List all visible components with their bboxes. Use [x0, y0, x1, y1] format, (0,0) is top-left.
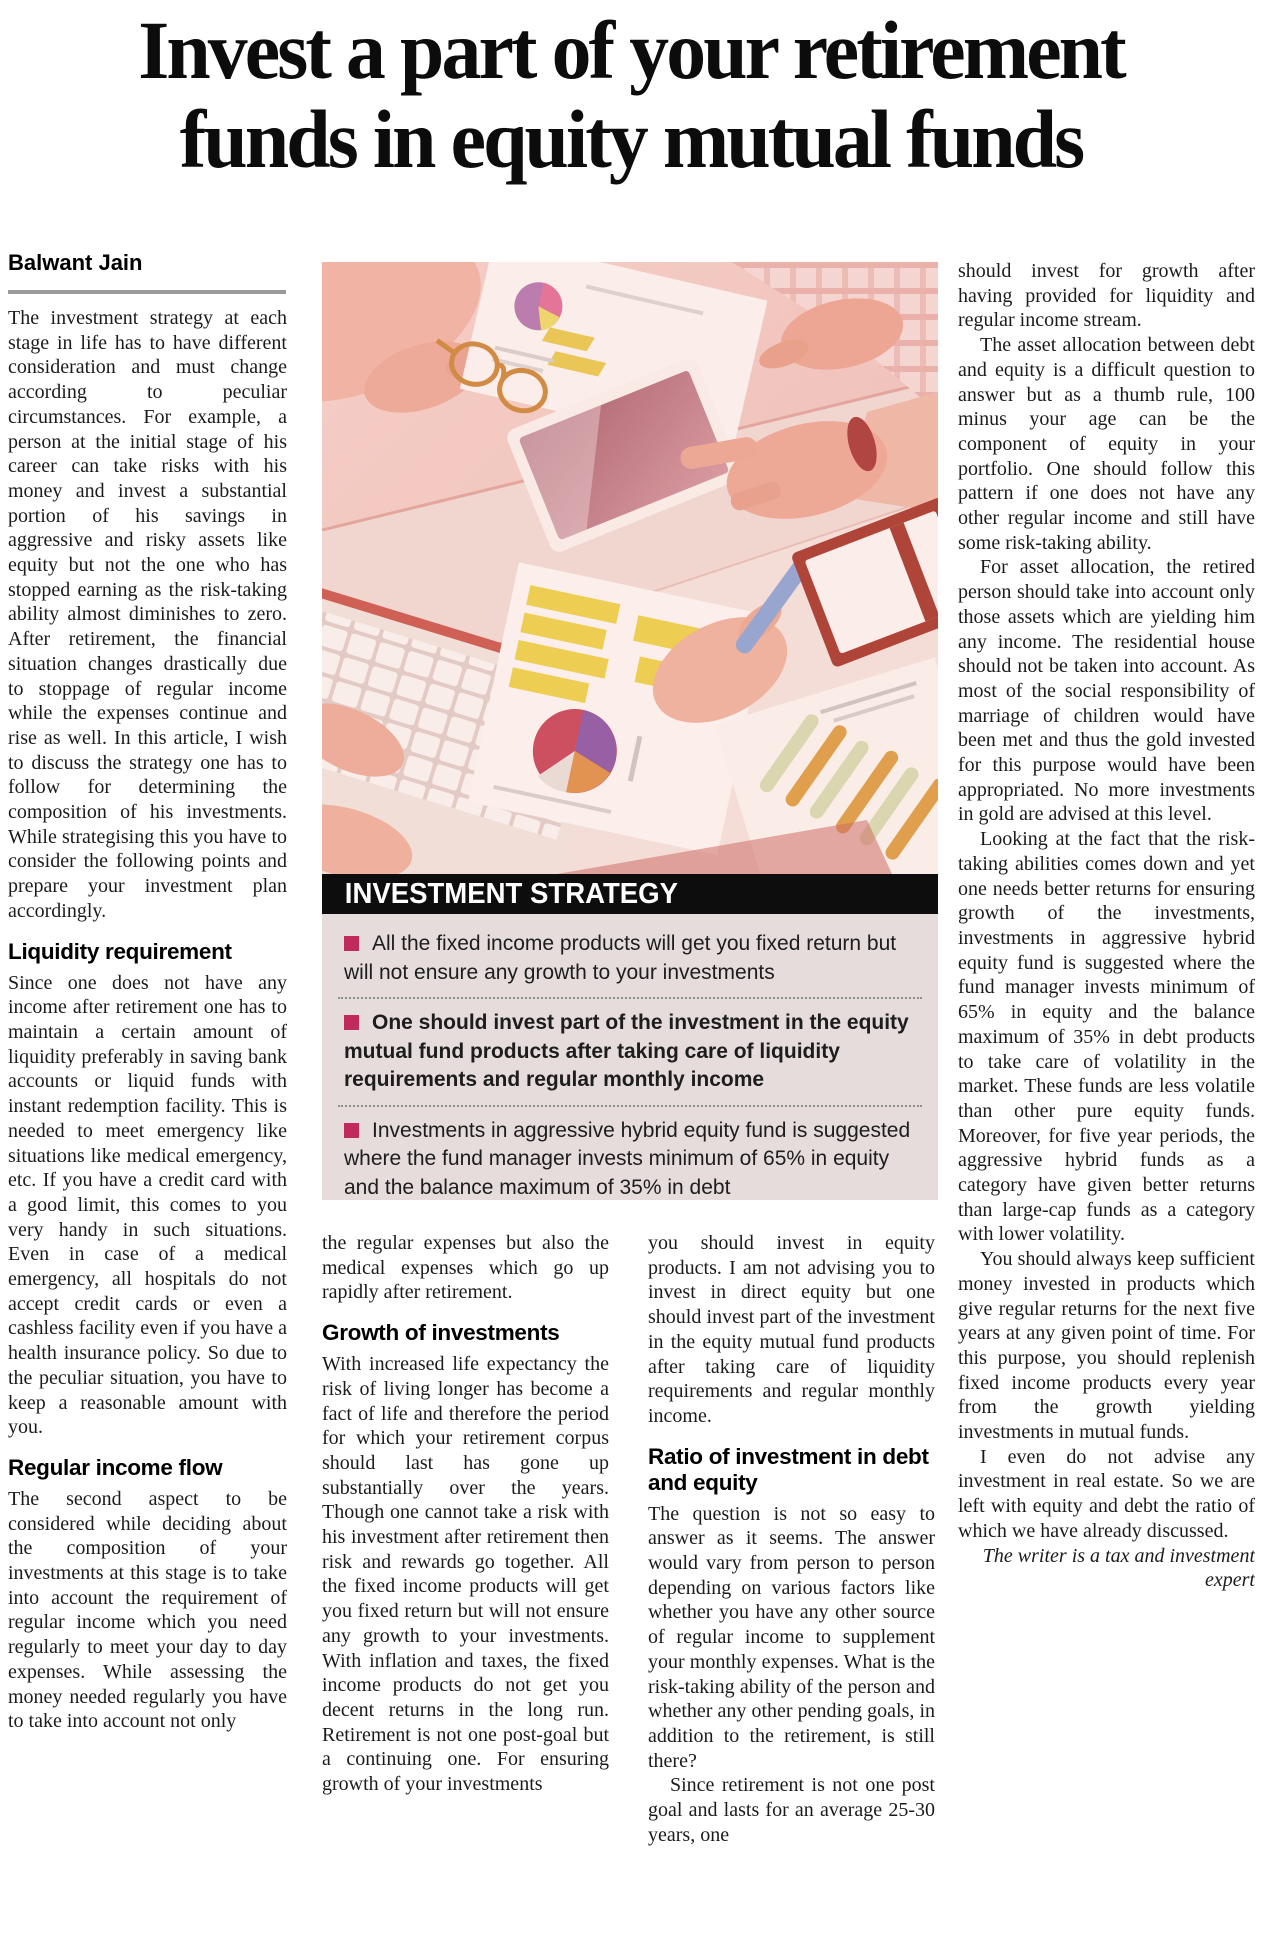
paragraph: the regular expenses but also the medical expenses which go up rapidly after retirement.: [322, 1232, 609, 1304]
paragraph: For asset allocation, the retired person should take into account only those assets which are yielding him any income. The residential house should not be taken into account. As most of the social responsibility of marriage of children would have been met and thus the gold invested for this purpose would have been appropriated. No more investments in gold are advised at this level.: [958, 556, 1255, 826]
section-heading-liquidity-requirement: Liquidity requirement: [8, 938, 232, 964]
investment-strategy-header: [322, 874, 938, 914]
investment-strategy-title: INVESTMENT STRATEGY: [344, 877, 678, 910]
strategy-bullet-2: [344, 1009, 916, 1095]
paragraph: I even do not advise any investment in real estate. So we are left with equity and debt the ratio of which we have already discussed.: [958, 1445, 1255, 1542]
text-column-2: [322, 1231, 609, 1941]
dotted-divider: [338, 1105, 922, 1107]
text-column-4: [958, 259, 1255, 1941]
paragraph: The investment strategy at each stage in life has to have different consideration and must change according to peculiar circumstances. For example, a person at the initial stage of his career can take risks with his money and invest a substantial portion of his savings in aggressive and risky assets like equity but not the one who has stopped earning as the risk-taking ability almost diminishes to zero. After retirement, the financial situation changes drastically due to stoppage of regular income while the expenses continue and rise as well. In this article, I wish to discuss the strategy one has to follow for determining the composition of his investments. While strategising this you have to consider the following points and prepare your investment plan accordingly.: [8, 307, 287, 922]
headline-line-2: funds in equity mutual funds: [179, 93, 1083, 185]
paragraph: you should invest in equity products. I am not advising you to invest in direct equity but one should invest part of the investment in the equity mutual fund products after taking care of liquidity requirements and regular monthly income.: [648, 1232, 935, 1427]
paragraph: should invest for growth after having provided for liquidity and regular income stream.: [958, 260, 1255, 332]
headline-line-1: Invest a part of your retirement: [138, 4, 1124, 96]
bullet-square-icon: [344, 1123, 359, 1138]
paragraph: Since retirement is not one post goal and lasts for an average 25-30 years, one: [648, 1774, 935, 1846]
strategy-bullet-text: All the fixed income products will get you fixed return but will not ensure any growth to your investments: [344, 932, 897, 984]
strategy-bullet-text: One should invest part of the investment in the equity mutual fund products after taking care of liquidity requirements and regular monthly income: [344, 1011, 909, 1091]
bullet-square-icon: [344, 1015, 359, 1030]
bullet-square-icon: [344, 936, 359, 951]
dotted-divider: [338, 997, 922, 999]
paragraph: Looking at the fact that the risk-taking abilities comes down and yet one needs better returns for ensuring growth of the investments, investments in aggressive hybrid equity fund is suggested where the fund manager invests minimum of 65% in equity and the balance maximum of 35% in debt products to take care of volatility in the market. These funds are less volatile than other pure equity funds. Moreover, for five year periods, the aggressive hybrid funds as a category have given better returns than large-cap funds as a category with lower volatility.: [958, 828, 1255, 1246]
section-heading-ratio-of-investment: Ratio of investment in debt and equity: [648, 1443, 929, 1495]
article-headline: [0, 6, 1262, 184]
paragraph: The asset allocation between debt and equity is a difficult question to answer but as a thumb rule, 100 minus your age can be the component of equity in your portfolio. One should follow this pattern if one does not have any other regular income and still have some risk-taking ability.: [958, 334, 1255, 554]
paragraph: The question is not so easy to answer as it seems. The answer would vary from person to person depending on various factors like whether you have any other source of regular income to supplement your monthly expenses. What is the risk-taking ability of the person and whether any other pending goals, in addition to the retirement, is still there?: [648, 1502, 935, 1772]
paragraph: Since one does not have any income after retirement one has to maintain a certain amount of liquidity preferably in saving bank accounts or liquid funds with instant redemption facility. This is needed to meet emergency like situations like medical emergency, etc. If you have a credit card with a good limit, this comes to you very handy in such situations. Even in case of a medical emergency, all hospitals do not accept credit cards or even a cashless facility even if you have a health insurance policy. So due to the peculiar situation, you have to keep a reasonable amount with you.: [8, 971, 287, 1439]
paragraph: The second aspect to be considered while deciding about the composition of your investments at this stage is to take into account the requirement of regular income which you need regularly to meet your day to day expenses. While assessing the money needed regularly you have to take into account not only: [8, 1487, 287, 1733]
text-column-1: [8, 306, 287, 1940]
workspace-photo-illustration: [322, 262, 938, 874]
section-heading-growth-of-investments: Growth of investments: [322, 1320, 560, 1346]
paragraph: You should always keep sufficient money invested in products which give regular returns for the next five years at any given point of time. For this purpose, you should replenish fixed income products every year from the growth yielding investments in mutual funds.: [958, 1248, 1255, 1444]
author-signoff: The writer is a tax and investment expert: [982, 1544, 1255, 1592]
byline: Balwant Jain: [8, 250, 143, 275]
strategy-bullet-text: Investments in aggressive hybrid equity fund is suggested where the fund manager invests minimum of 65% in equity and the balance maximum of 35% in debt: [344, 1118, 911, 1199]
workspace-photo: [322, 262, 938, 874]
byline-rule: [8, 290, 286, 294]
paragraph: With increased life expectancy the risk of living longer has become a fact of life and therefore the period for which your retirement corpus should last has gone up substantially over the years. Though one cannot take a risk with his investment after retirement then risk and rewards go together. All the fixed income products will get you fixed return but will not ensure any growth to your investments. With inflation and taxes, the fixed income products do not get you decent returns in the long run. Retirement is not one post-goal but a continuing one. For ensuring growth of your investments: [322, 1353, 609, 1796]
text-column-3: [648, 1231, 935, 1941]
strategy-bullet-1: [344, 930, 916, 987]
strategy-bullet-3: [344, 1117, 916, 1201]
section-heading-regular-income-flow: Regular income flow: [8, 1454, 223, 1480]
investment-strategy-box: [322, 914, 938, 1200]
